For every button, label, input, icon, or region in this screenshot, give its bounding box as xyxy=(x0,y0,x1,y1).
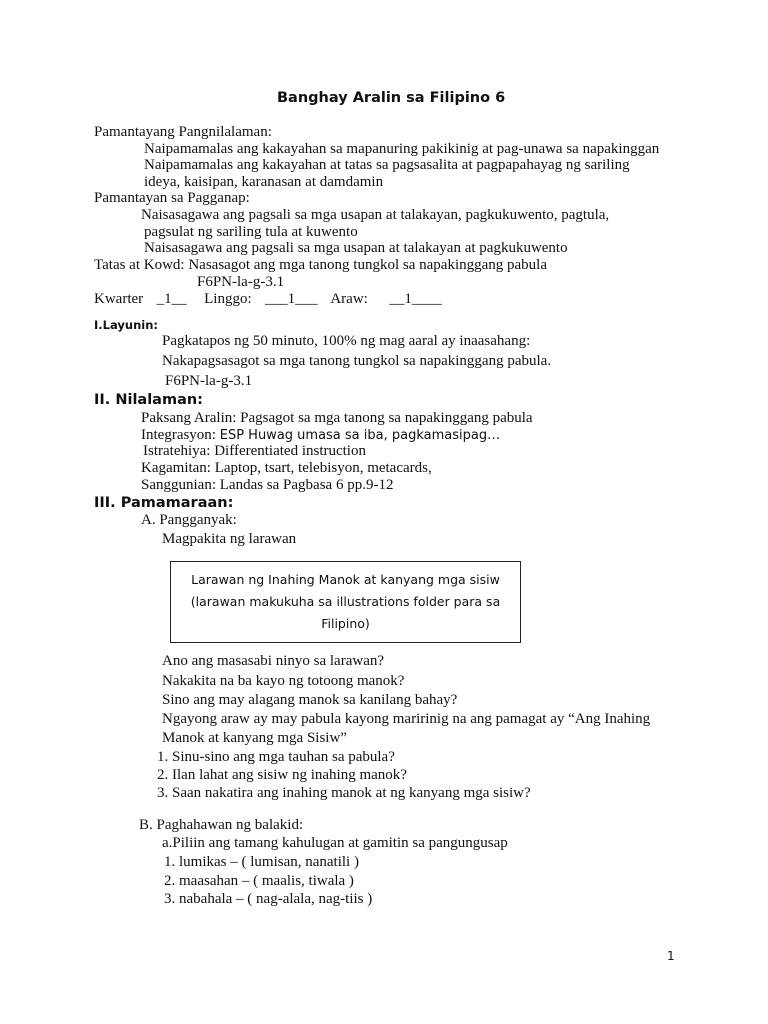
text-line: Naisasagawa ang pagsali sa mga usapan at talakayan at pagkukuwento xyxy=(144,240,568,256)
heading-pamamaraan: III. Pamamaraan: xyxy=(94,495,234,511)
text-line: Nakapagsasagot sa mga tanong tungkol sa napakinggang pabula. xyxy=(162,353,552,369)
subheading-paghahawan: B. Paghahawan ng balakid: xyxy=(139,817,304,833)
text-line: Pagkatapos ng 50 minuto, 100% ng mag aaral ay inaasahang: xyxy=(162,333,531,349)
section-label-pamantayang-pangnilalaman: Pamantayang Pangnilalaman: xyxy=(94,124,272,140)
numbered-question: 1. Sinu-sino ang mga tauhan sa pabula? xyxy=(157,749,395,765)
paksang-aralin: Paksang Aralin: Pagsagot sa mga tanong sa napakinggang pabula xyxy=(141,410,533,426)
box-text-line: Larawan ng Inahing Manok at kanyang mga sisiw xyxy=(191,572,500,587)
linggo-label: Linggo: xyxy=(204,291,252,307)
text-line: a.Piliin ang tamang kahulugan at gamitin sa pangungusap xyxy=(162,835,508,851)
heading-layunin: I.Layunin: xyxy=(94,318,158,332)
text-line: Manok at kanyang mga Sisiw” xyxy=(162,730,347,746)
araw-value: __1____ xyxy=(389,291,442,307)
numbered-question: 3. Saan nakatira ang inahing manok at ng kanyang mga sisiw? xyxy=(157,785,531,801)
text-line: Naisasagawa ang pagsali sa mga usapan at talakayan, pagkukuwento, pagtula, xyxy=(141,207,610,223)
text-line: ideya, kaisipan, karanasan at damdamin xyxy=(144,174,384,190)
sanggunian-line: Sanggunian: Landas sa Pagbasa 6 pp.9-12 xyxy=(141,477,394,493)
text-line: pagsulat ng sariling tula at kuwento xyxy=(144,224,358,240)
vocab-item: 3. nabahala – ( nag-alala, nag-tiis ) xyxy=(164,891,373,907)
competency-code: F6PN-la-g-3.1 xyxy=(165,373,253,389)
subheading-pangganyak: A. Pangganyak: xyxy=(141,512,237,528)
page-number: 1 xyxy=(667,949,675,963)
schedule-line xyxy=(94,292,442,307)
numbered-question: 2. Ilan lahat ang sisiw ng inahing manok? xyxy=(157,767,407,783)
section-label-pamantayan-sa-pagganap: Pamantayan sa Pagganap: xyxy=(94,190,250,206)
competency-code: F6PN-la-g-3.1 xyxy=(197,274,285,290)
kwarter-label: Kwarter xyxy=(94,291,144,307)
box-text-line: (larawan makukuha sa illustrations folder para sa xyxy=(190,594,501,609)
vocab-item: 1. lumikas – ( lumisan, nanatili ) xyxy=(164,854,359,870)
kwarter-value: _1__ xyxy=(156,291,187,307)
integrasyon-label: Integrasyon: xyxy=(141,427,216,443)
question-line: Ano ang masasabi ninyo sa larawan? xyxy=(162,653,385,669)
question-line: Sino ang may alagang manok sa kanilang bahay? xyxy=(162,692,458,708)
text-line: Naipamamalas ang kakayahan sa mapanuring pakikinig at pag-unawa sa napakinggan xyxy=(144,141,660,157)
box-text-line: Filipino) xyxy=(321,616,370,631)
text-line: Ngayong araw ay may pabula kayong maririnig na ang pamagat ay “Ang Inahing xyxy=(162,711,651,727)
istratehiya-line: Istratehiya: Differentiated instruction xyxy=(143,443,366,459)
araw-label: Araw: xyxy=(330,291,368,307)
kagamitan-line: Kagamitan: Laptop, tsart, telebisyon, metacards, xyxy=(141,460,432,476)
integrasyon-line xyxy=(141,428,500,443)
integrasyon-value: ESP Huwag umasa sa iba, pagkamasipag… xyxy=(219,428,501,443)
page-title: Banghay Aralin sa Filipino 6 xyxy=(277,90,506,106)
tatas-kowd-line: Tatas at Kowd: Nasasagot ang mga tanong tungkol sa napakinggang pabula xyxy=(94,257,548,273)
text-line: Magpakita ng larawan xyxy=(162,531,297,547)
linggo-value: ___1___ xyxy=(265,291,318,307)
text-line: Naipamamalas ang kakayahan at tatas sa pagsasalita at pagpapahayag ng sariling xyxy=(144,157,630,173)
vocab-item: 2. maasahan – ( maalis, tiwala ) xyxy=(164,873,354,889)
question-line: Nakakita na ba kayo ng totoong manok? xyxy=(162,673,405,689)
picture-placeholder-box xyxy=(170,561,521,643)
heading-nilalaman: II. Nilalaman: xyxy=(94,392,203,408)
